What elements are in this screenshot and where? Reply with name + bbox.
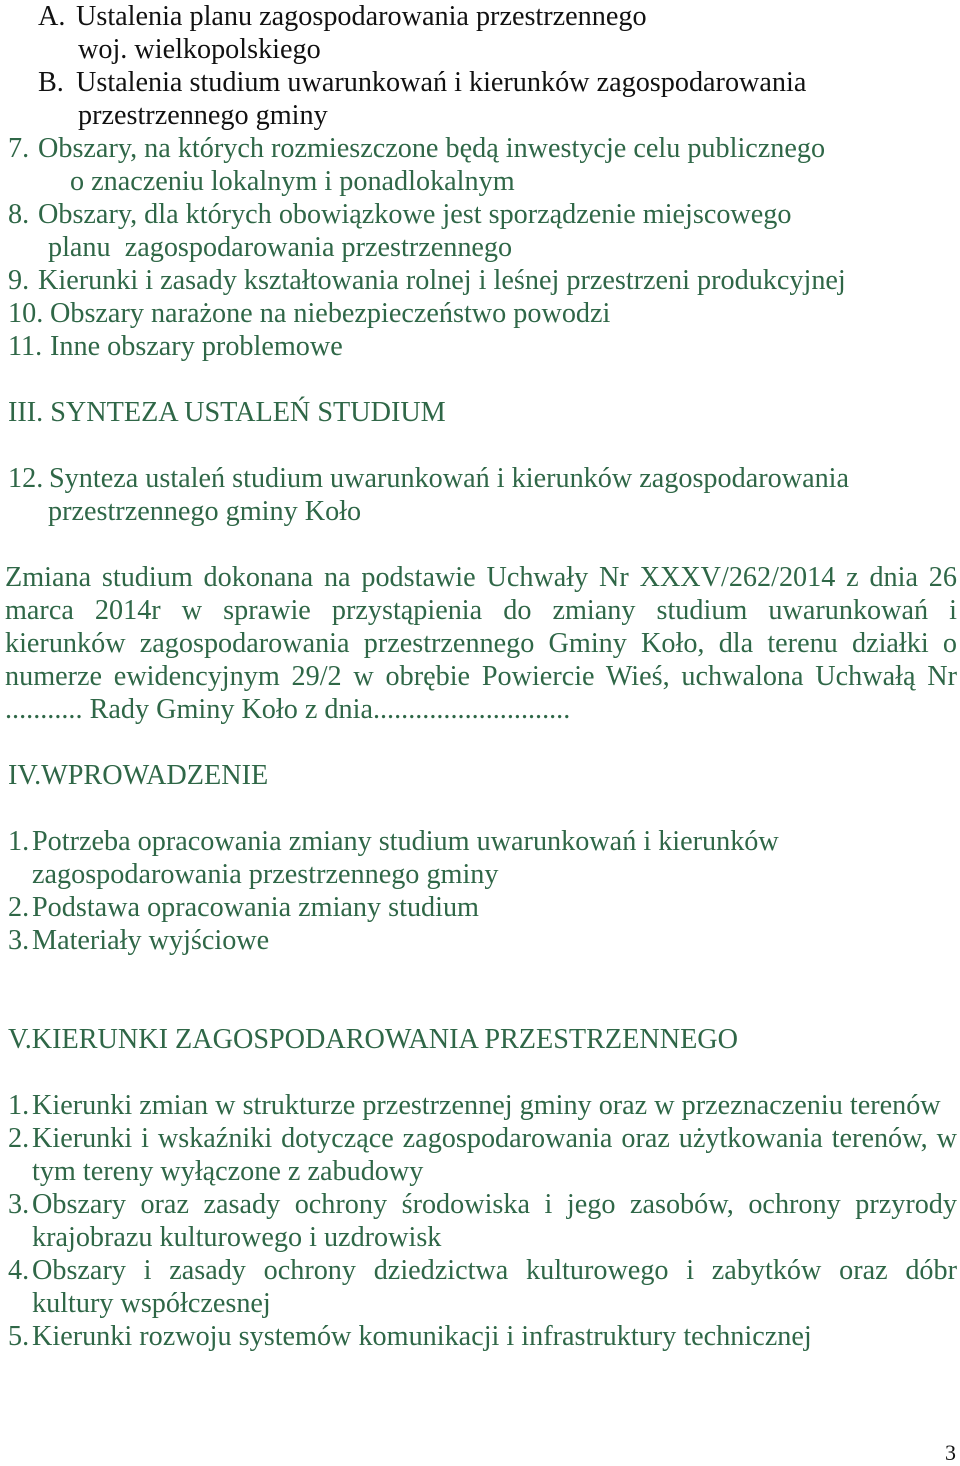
toc-entry-text: Obszary i zasady ochrony dziedzictwa kulturowego i zabytków oraz dóbr <box>32 1255 957 1286</box>
toc-entry-11 <box>8 330 343 363</box>
toc-entry-b <box>38 66 806 99</box>
section-v-item-3-continuation <box>32 1221 441 1254</box>
section-heading-text: V.KIERUNKI ZAGOSPODAROWANIA PRZESTRZENNEGO <box>8 1024 739 1055</box>
toc-entry-text: Obszary narażone na niebezpieczeństwo powodzi <box>50 298 611 329</box>
toc-entry-text: Kierunki i zasady kształtowania rolnej i leśnej przestrzeni produkcyjnej <box>38 265 846 296</box>
section-v-item-2 <box>8 1122 957 1155</box>
toc-entry-b-continuation <box>78 99 328 132</box>
section-iv-item-1-continuation <box>32 858 498 891</box>
section-v-item-2-continuation <box>32 1155 423 1188</box>
toc-entry-number: 9. <box>8 265 30 296</box>
toc-entry-number: 2. <box>8 892 30 923</box>
page-number: 3 <box>945 1440 956 1465</box>
amendment-note-line <box>5 594 957 627</box>
toc-entry-text: Synteza ustaleń studium uwarunkowań i kierunków zagospodarowania <box>49 463 850 494</box>
toc-entry-a-continuation <box>78 33 321 66</box>
toc-entry-8 <box>8 198 792 231</box>
toc-entry-text: woj. wielkopolskiego <box>78 34 321 65</box>
section-heading-text: III. SYNTEZA USTALEŃ STUDIUM <box>8 397 446 428</box>
toc-entry-text: Kierunki i wskaźniki dotyczące zagospodarowania oraz użytkowania terenów, w <box>32 1123 957 1154</box>
toc-entry-number: 12. <box>8 463 44 494</box>
toc-entry-text: Podstawa opracowania zmiany studium <box>32 892 479 923</box>
section-iv-item-1 <box>8 825 779 858</box>
toc-entry-text: przestrzennego gminy Koło <box>48 496 362 527</box>
section-heading-iii <box>8 396 446 429</box>
toc-entry-text: Inne obszary problemowe <box>50 331 343 362</box>
toc-entry-a <box>38 0 647 33</box>
toc-entry-text: o znaczeniu lokalnym i ponadlokalnym <box>70 166 515 197</box>
section-v-item-4 <box>8 1254 957 1287</box>
amendment-note-line <box>5 627 957 660</box>
section-heading-iv <box>8 759 268 792</box>
toc-entry-number: 2. <box>8 1123 30 1154</box>
toc-entry-number: 5. <box>8 1321 30 1352</box>
section-heading-text: IV.WPROWADZENIE <box>8 760 269 791</box>
toc-entry-text: Kierunki rozwoju systemów komunikacji i infrastruktury technicznej <box>32 1321 812 1352</box>
toc-entry-12 <box>8 462 849 495</box>
toc-entry-text: Ustalenia studium uwarunkowań i kierunków zagospodarowania <box>76 67 807 98</box>
toc-entry-number: 10. <box>8 298 44 329</box>
toc-entry-number: 7. <box>8 133 30 164</box>
toc-entry-text: kultury współczesnej <box>32 1288 271 1319</box>
amendment-note-line <box>5 693 570 726</box>
section-v-item-3 <box>8 1188 957 1221</box>
toc-entry-text: Kierunki zmian w strukturze przestrzennej gminy oraz w przeznaczeniu terenów <box>32 1090 941 1121</box>
toc-entry-text: Obszary oraz zasady ochrony środowiska i jego zasobów, ochrony przyrody <box>32 1189 957 1220</box>
amendment-note-text: marca 2014r w sprawie przystąpienia do zmiany studium uwarunkowań i <box>5 595 957 626</box>
amendment-note-line <box>5 561 957 594</box>
toc-entry-text: tym tereny wyłączone z zabudowy <box>32 1156 424 1187</box>
toc-entry-text: planu zagospodarowania przestrzennego <box>48 232 513 263</box>
toc-entry-number: 11. <box>8 331 43 362</box>
toc-entry-number: 1. <box>8 1090 30 1121</box>
toc-entry-number: A. <box>38 1 66 32</box>
toc-entry-text: zagospodarowania przestrzennego gminy <box>32 859 499 890</box>
toc-entry-9 <box>8 264 846 297</box>
toc-entry-text: przestrzennego gminy <box>78 100 328 131</box>
toc-entry-12-continuation <box>48 495 361 528</box>
toc-entry-number: B. <box>38 67 64 98</box>
toc-entry-10 <box>8 297 610 330</box>
amendment-note-line <box>5 660 957 693</box>
toc-entry-number: 3. <box>8 925 30 956</box>
toc-entry-text: krajobrazu kulturowego i uzdrowisk <box>32 1222 442 1253</box>
amendment-note-text: numerze ewidencyjnym 29/2 w obrębie Powiercie Wieś, uchwalona Uchwałą Nr <box>5 661 957 692</box>
amendment-note-text: ........... Rady Gminy Koło z dnia............................ <box>5 694 571 725</box>
toc-entry-text: Potrzeba opracowania zmiany studium uwarunkowań i kierunków <box>32 826 779 857</box>
section-iv-item-3 <box>8 924 269 957</box>
toc-entry-8-continuation <box>48 231 512 264</box>
section-v-item-5 <box>8 1320 812 1353</box>
amendment-note-text: kierunków zagospodarowania przestrzennego Gminy Koło, dla terenu działki o <box>5 628 957 659</box>
toc-entry-number: 8. <box>8 199 30 230</box>
section-heading-v <box>8 1023 738 1056</box>
amendment-note-text: Zmiana studium dokonana na podstawie Uchwały Nr XXXV/262/2014 z dnia 26 <box>5 562 957 593</box>
section-iv-item-2 <box>8 891 479 924</box>
toc-entry-number: 1. <box>8 826 30 857</box>
section-v-item-4-continuation <box>32 1287 271 1320</box>
toc-entry-number: 4. <box>8 1255 30 1286</box>
toc-entry-text: Obszary, dla których obowiązkowe jest sporządzenie miejscowego <box>38 199 792 230</box>
toc-entry-7-continuation <box>70 165 515 198</box>
toc-entry-text: Ustalenia planu zagospodarowania przestrzennego <box>76 1 647 32</box>
section-v-item-1 <box>8 1089 941 1122</box>
toc-entry-text: Obszary, na których rozmieszczone będą inwestycje celu publicznego <box>38 133 826 164</box>
toc-entry-7 <box>8 132 825 165</box>
toc-entry-number: 3. <box>8 1189 30 1220</box>
toc-entry-text: Materiały wyjściowe <box>32 925 270 956</box>
